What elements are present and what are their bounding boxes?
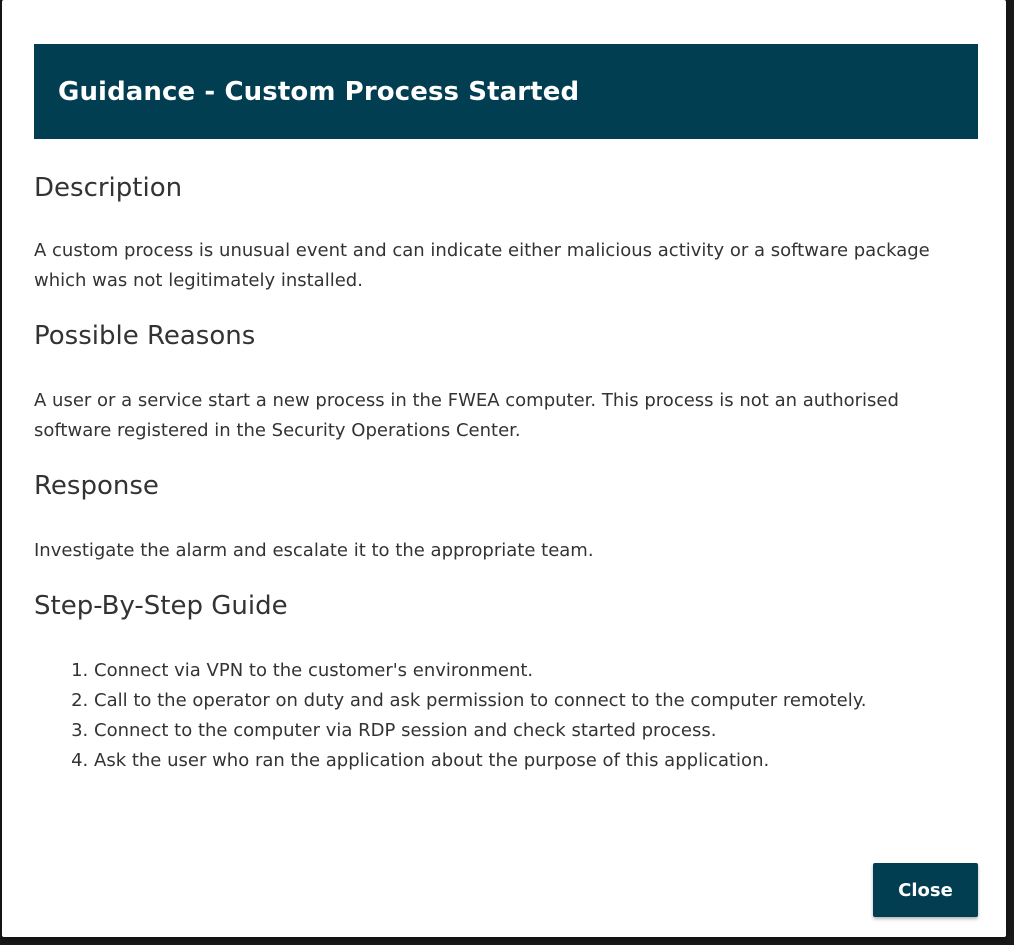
step-item: 3. Connect to the computer via RDP session and check started process. bbox=[94, 716, 978, 746]
step-by-step-guide-heading: Step-By-Step Guide bbox=[34, 591, 288, 621]
response-text: Investigate the alarm and escalate it to the appropriate team. bbox=[34, 540, 594, 561]
possible-reasons-heading: Possible Reasons bbox=[34, 321, 256, 351]
possible-reasons-text: A user or a service start a new process in the FWEA computer. This process is not an authorised software registered in the Security Operations Center. bbox=[34, 390, 899, 441]
step-list bbox=[34, 656, 978, 776]
description-text: A custom process is unusual event and can indicate either malicious activity or a software package which was not legitimately installed. bbox=[34, 240, 930, 291]
modal-header bbox=[34, 44, 978, 139]
step-item: 2. Call to the operator on duty and ask permission to connect to the computer remotely. bbox=[94, 686, 978, 716]
step-item: 1. Connect via VPN to the customer's environment. bbox=[94, 656, 978, 686]
response-heading: Response bbox=[34, 471, 159, 501]
close-button[interactable]: Close bbox=[873, 863, 978, 917]
step-item: 4. Ask the user who ran the application about the purpose of this application. bbox=[94, 746, 978, 776]
modal-title: Guidance - Custom Process Started bbox=[58, 76, 580, 107]
modal-body bbox=[34, 168, 978, 776]
description-heading: Description bbox=[34, 173, 183, 203]
guidance-modal bbox=[2, 0, 1006, 937]
